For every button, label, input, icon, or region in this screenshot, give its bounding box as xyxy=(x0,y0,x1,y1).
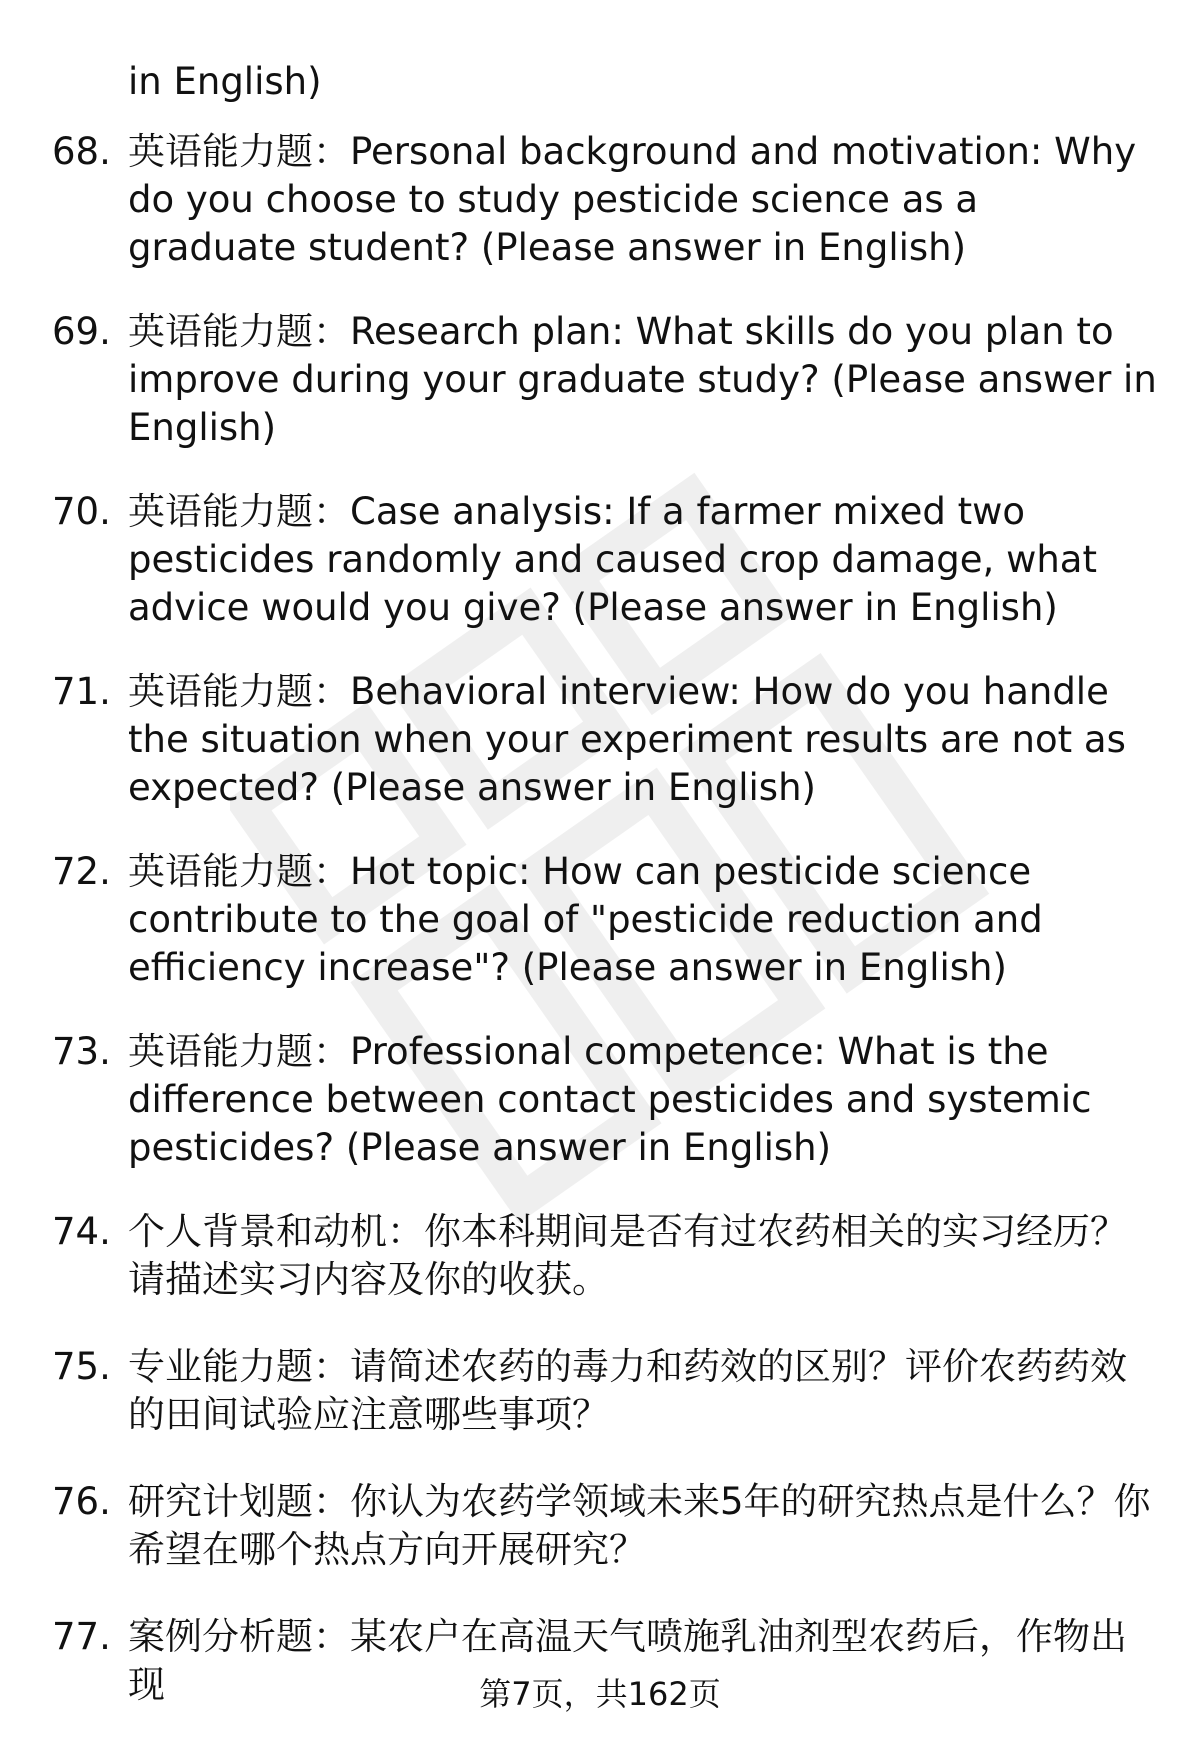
question-number: 72. xyxy=(52,850,111,893)
question-number: 68. xyxy=(52,130,111,173)
continuation-text: in English) xyxy=(128,60,322,103)
question-text: 英语能力题：Professional competence: What is the difference between contact pesticides and systemic pesticides? (Please answer in English) xyxy=(128,1030,1092,1169)
page-footer: 第7页，共162页 xyxy=(479,1675,721,1713)
question-number: 77. xyxy=(52,1615,111,1658)
question-text: 个人背景和动机：你本科期间是否有过农药相关的实习经历？请描述实习内容及你的收获。 xyxy=(128,1210,1127,1301)
question-text: 英语能力题：Research plan: What skills do you plan to improve during your graduate study? (Please answer in English) xyxy=(128,310,1157,449)
question-number: 69. xyxy=(52,310,111,353)
question-number: 71. xyxy=(52,670,111,713)
question-text: 英语能力题：Personal background and motivation: Why do you choose to study pesticide science as a graduate student? (Please answer in English) xyxy=(128,130,1137,269)
question-text: 专业能力题：请简述农药的毒力和药效的区别？评价农药药效的田间试验应注意哪些事项？ xyxy=(128,1345,1127,1436)
question-number: 74. xyxy=(52,1210,111,1253)
question-text: 研究计划题：你认为农药学领域未来5年的研究热点是什么？你希望在哪个热点方向开展研究？ xyxy=(128,1480,1151,1571)
question-text: 英语能力题：Case analysis: If a farmer mixed two pesticides randomly and caused crop damage, what advice would you give? (Please answer in English) xyxy=(128,490,1097,629)
question-text: 案例分析题：某农户在高温天气喷施乳油剂型农药后，作物出现 xyxy=(128,1615,1127,1706)
question-number: 70. xyxy=(52,490,111,533)
question-number: 75. xyxy=(52,1345,111,1388)
question-number: 76. xyxy=(52,1480,111,1523)
question-text: 英语能力题：Hot topic: How can pesticide science contribute to the goal of "pesticide reduction and efficiency increase"? (Please answer in English) xyxy=(128,850,1043,989)
question-text: 英语能力题：Behavioral interview: How do you handle the situation when your experiment results are not as expected? (Please answer in English) xyxy=(128,670,1126,809)
question-number: 73. xyxy=(52,1030,111,1073)
